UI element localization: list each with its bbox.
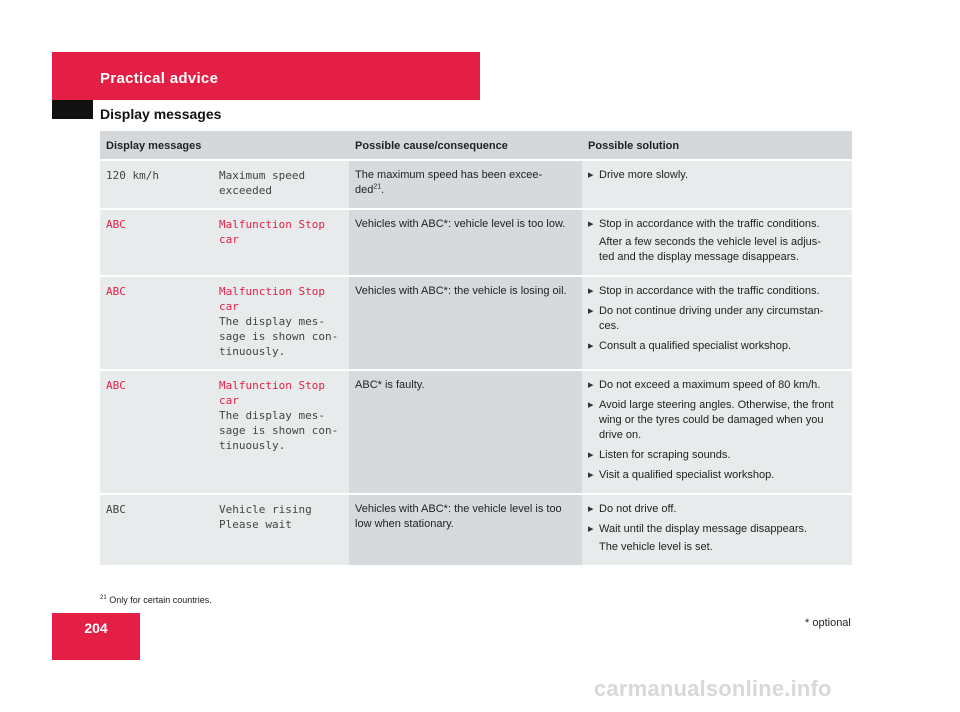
solution-text: Avoid large steering angles. Otherwise, the front wing or the tyres could be damaged when you drive on. (599, 399, 834, 441)
solution-text: Stop in accordance with the traffic conditions. (599, 218, 820, 230)
arrow-right-icon: ▸ (588, 379, 594, 391)
table-body (100, 161, 852, 567)
solution-text: Visit a qualified specialist workshop. (599, 469, 775, 481)
display-message-cell (213, 277, 349, 371)
solution-text: Drive more slowly. (599, 169, 689, 181)
arrow-right-icon: ▸ (588, 169, 594, 181)
table-row (100, 371, 852, 495)
solution-cell (582, 161, 852, 210)
arrow-right-icon: ▸ (588, 523, 594, 535)
table-row (100, 161, 852, 210)
footnote-marker: 21 (100, 595, 107, 601)
solution-item (588, 168, 846, 183)
table-row (100, 277, 852, 371)
display-message-warning: Malfunction Stop car (219, 218, 325, 246)
table-row (100, 495, 852, 567)
solution-item (588, 398, 846, 443)
display-message-cell (213, 210, 349, 277)
solution-text: Do not continue driving under any circumstan- ces. (599, 305, 824, 332)
solution-continuation: After a few seconds the vehicle level is adjus- ted and the display message disappears. (599, 236, 821, 263)
arrow-right-icon: ▸ (588, 340, 594, 352)
display-message-text: Maximum speed exceeded (219, 169, 306, 197)
solution-item (588, 339, 846, 354)
table-header-row (100, 131, 852, 161)
header-possible-cause: Possible cause/consequence (349, 131, 582, 161)
display-message-cell (213, 495, 349, 567)
solution-item (588, 378, 846, 393)
solution-item (588, 304, 846, 334)
display-message-text: Vehicle rising Please wait (219, 503, 312, 531)
solution-text: Do not exceed a maximum speed of 80 km/h. (599, 379, 821, 391)
solution-continuation: The vehicle level is set. (599, 541, 713, 553)
solution-item (588, 217, 846, 265)
header-display-messages: Display messages (100, 131, 349, 161)
display-symbol: ABC (106, 379, 126, 392)
cause-text: Vehicles with ABC*: vehicle level is too low. (355, 218, 566, 230)
cause-cell (349, 277, 582, 371)
cause-text: Vehicles with ABC*: the vehicle level is too low when stationary. (355, 503, 562, 530)
cause-cell (349, 371, 582, 495)
arrow-right-icon: ▸ (588, 469, 594, 481)
footnote-text: Only for certain countries. (109, 595, 212, 605)
page-title: Display messages (100, 106, 222, 122)
footnote (100, 595, 212, 605)
solution-item (588, 502, 846, 517)
header-possible-solution: Possible solution (582, 131, 852, 161)
solution-item (588, 284, 846, 299)
arrow-right-icon: ▸ (588, 218, 594, 230)
arrow-right-icon: ▸ (588, 399, 594, 411)
display-symbol: 120 km/h (106, 169, 159, 182)
display-message-warning: Malfunction Stop car (219, 379, 325, 407)
solution-item (588, 468, 846, 483)
solution-cell (582, 210, 852, 277)
display-message-cell (213, 161, 349, 210)
solution-cell (582, 371, 852, 495)
display-message-cell (213, 371, 349, 495)
display-messages-table (100, 131, 852, 567)
display-message-note: The display mes- sage is shown con- tinuously. (219, 315, 339, 358)
display-symbol: ABC (106, 503, 126, 516)
display-symbol-cell (100, 161, 213, 210)
display-symbol-cell (100, 495, 213, 567)
solution-cell (582, 495, 852, 567)
arrow-right-icon: ▸ (588, 305, 594, 317)
optional-note: * optional (805, 617, 851, 629)
cause-cell (349, 495, 582, 567)
footnote-reference: 21 (373, 183, 382, 191)
cause-cell (349, 210, 582, 277)
page-number: 204 (84, 620, 108, 636)
cause-text: ABC* is faulty. (355, 379, 425, 391)
solution-cell (582, 277, 852, 371)
cause-text: Vehicles with ABC*: the vehicle is losing oil. (355, 285, 567, 297)
display-message-warning: Malfunction Stop car (219, 285, 325, 313)
arrow-right-icon: ▸ (588, 449, 594, 461)
solution-text: Consult a qualified specialist workshop. (599, 340, 792, 352)
arrow-right-icon: ▸ (588, 285, 594, 297)
header-tab-marker (52, 100, 93, 119)
display-symbol-cell (100, 371, 213, 495)
watermark: carmanualsonline.info (594, 676, 832, 701)
cause-text-end: . (381, 184, 385, 196)
section-title: Practical advice (100, 70, 219, 87)
solution-item (588, 522, 846, 555)
arrow-right-icon: ▸ (588, 503, 594, 515)
display-message-note: The display mes- sage is shown con- tinuously. (219, 409, 339, 452)
display-symbol-cell (100, 277, 213, 371)
table-row (100, 210, 852, 277)
solution-text: Stop in accordance with the traffic conditions. (599, 285, 820, 297)
solution-text: Do not drive off. (599, 503, 677, 515)
display-symbol: ABC (106, 218, 126, 231)
cause-text: The maximum speed has been excee- ded (355, 169, 543, 196)
solution-item (588, 448, 846, 463)
solution-text: Listen for scraping sounds. (599, 449, 731, 461)
display-symbol-cell (100, 210, 213, 277)
cause-cell (349, 161, 582, 210)
solution-text: Wait until the display message disappears. (599, 523, 808, 535)
display-symbol: ABC (106, 285, 126, 298)
